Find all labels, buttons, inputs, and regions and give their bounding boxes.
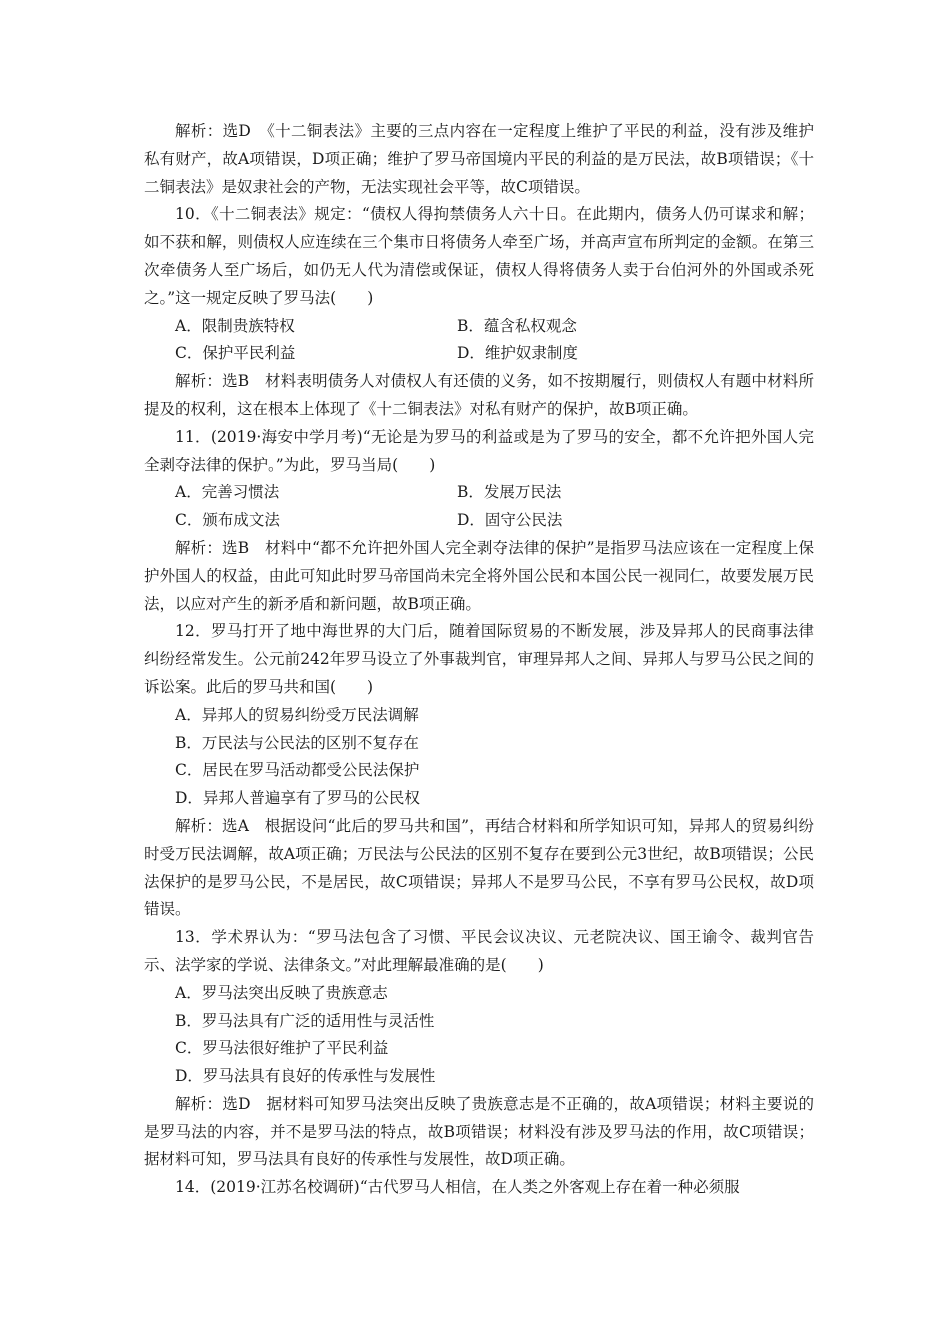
answer-explanation-12: 解析：选A 根据设问“此后的罗马共和国”，再结合材料和所学知识可知，异邦人的贸易纠纷时受万民法调解，故A项正确；万民法与公民法的区别不复存在要到公元3世纪，故B项错误；公民法保护的是罗马公民，不是居民，故C项错误；异邦人不是罗马公民，不享有罗马公民权，故D项错误。 <box>144 816 814 919</box>
question-13-option-d: D．罗马法具有良好的传承性与发展性 <box>175 1067 436 1086</box>
question-13-option-b: B．罗马法具有广泛的适用性与灵活性 <box>175 1011 435 1030</box>
question-10-option-c: C．保护平民利益 <box>175 344 296 363</box>
question-10-options-row-2 <box>144 340 814 368</box>
answer-explanation-10: 解析：选B 材料表明债务人对债权人有还债的义务，如不按期履行，则债权人有题中材料所提及的权利，这在根本上体现了《十二铜表法》对私有财产的保护，故B项正确。 <box>144 372 814 418</box>
question-14-stem: 14．(2019·江苏名校调研)“古代罗马人相信，在人类之外客观上存在着一种必须服 <box>175 1178 740 1197</box>
question-11-option-c: C．颁布成文法 <box>175 511 280 530</box>
question-12-option-c: C．居民在罗马活动都受公民法保护 <box>175 761 420 780</box>
question-10-option-d: D．维护奴隶制度 <box>457 344 578 363</box>
question-11-stem: 11．(2019·海安中学月考)“无论是为罗马的利益或是为了罗马的安全，都不允许把外国人完全剥夺法律的保护。”为此，罗马当局( ) <box>144 427 814 474</box>
question-10-stem: 10．《十二铜表法》规定：“债权人得拘禁债务人六十日。在此期内，债务人仍可谋求和解；如不获和解，则债权人应连续在三个集市日将债务人牵至广场，并高声宣布所判定的金额。在第三次牵债务人至广场后，如仍无人代为清偿或保证，债权人得将债务人卖于台伯河外的外国或杀死之。”这一规定反映了罗马法( ) <box>144 205 814 307</box>
answer-explanation-13: 解析：选D 据材料可知罗马法突出反映了贵族意志是不正确的，故A项错误；材料主要说的是罗马法的内容，并不是罗马法的特点，故B项错误；材料没有涉及罗马法的作用，故C项错误；据材料可知，罗马法具有良好的传承性与发展性，故D项正确。 <box>144 1094 814 1169</box>
answer-explanation-9: 解析：选D 《十二铜表法》主要的三点内容在一定程度上维护了平民的利益，没有涉及维护私有财产，故A项错误，D项正确；维护了罗马帝国境内平民的利益的是万民法，故B项错误；《十二铜表法》是奴隶社会的产物，无法实现社会平等，故C项错误。 <box>144 122 814 196</box>
question-11-option-a: A．完善习惯法 <box>175 483 280 502</box>
question-12-stem: 12．罗马打开了地中海世界的大门后，随着国际贸易的不断发展，涉及异邦人的民商事法律纠纷经常发生。公元前242年罗马设立了外事裁判官，审理异邦人之间、异邦人与罗马公民之间的诉讼案。此后的罗马共和国( ) <box>144 622 814 696</box>
answer-explanation-11: 解析：选B 材料中“都不允许把外国人完全剥夺法律的保护”是指罗马法应该在一定程度上保护外国人的权益，由此可知此时罗马帝国尚未完全将外国公民和本国公民一视同仁，故要发展万民法，以应对产生的新矛盾和新问题，故B项正确。 <box>144 538 814 613</box>
question-11-options-row-2 <box>144 507 814 535</box>
page-content <box>144 118 814 1202</box>
question-10-option-a: A．限制贵族特权 <box>175 316 295 335</box>
question-13-option-a: A．罗马法突出反映了贵族意志 <box>175 983 388 1002</box>
question-10-options-row-1 <box>144 313 814 341</box>
question-11-options-row-1 <box>144 479 814 507</box>
question-12-option-d: D．异邦人普遍享有了罗马的公民权 <box>175 789 420 808</box>
question-12-option-a: A．异邦人的贸易纠纷受万民法调解 <box>175 705 419 724</box>
question-10-option-b: B．蕴含私权观念 <box>457 316 577 335</box>
question-11-option-b: B．发展万民法 <box>457 483 562 502</box>
question-13-option-c: C．罗马法很好维护了平民利益 <box>175 1039 389 1058</box>
question-11-option-d: D．固守公民法 <box>457 511 563 530</box>
question-13-stem: 13．学术界认为：“罗马法包含了习惯、平民会议决议、元老院决议、国王谕令、裁判官告示、法学家的学说、法律条文。”对此理解最准确的是( ) <box>144 928 814 974</box>
question-12-option-b: B．万民法与公民法的区别不复存在 <box>175 733 419 752</box>
